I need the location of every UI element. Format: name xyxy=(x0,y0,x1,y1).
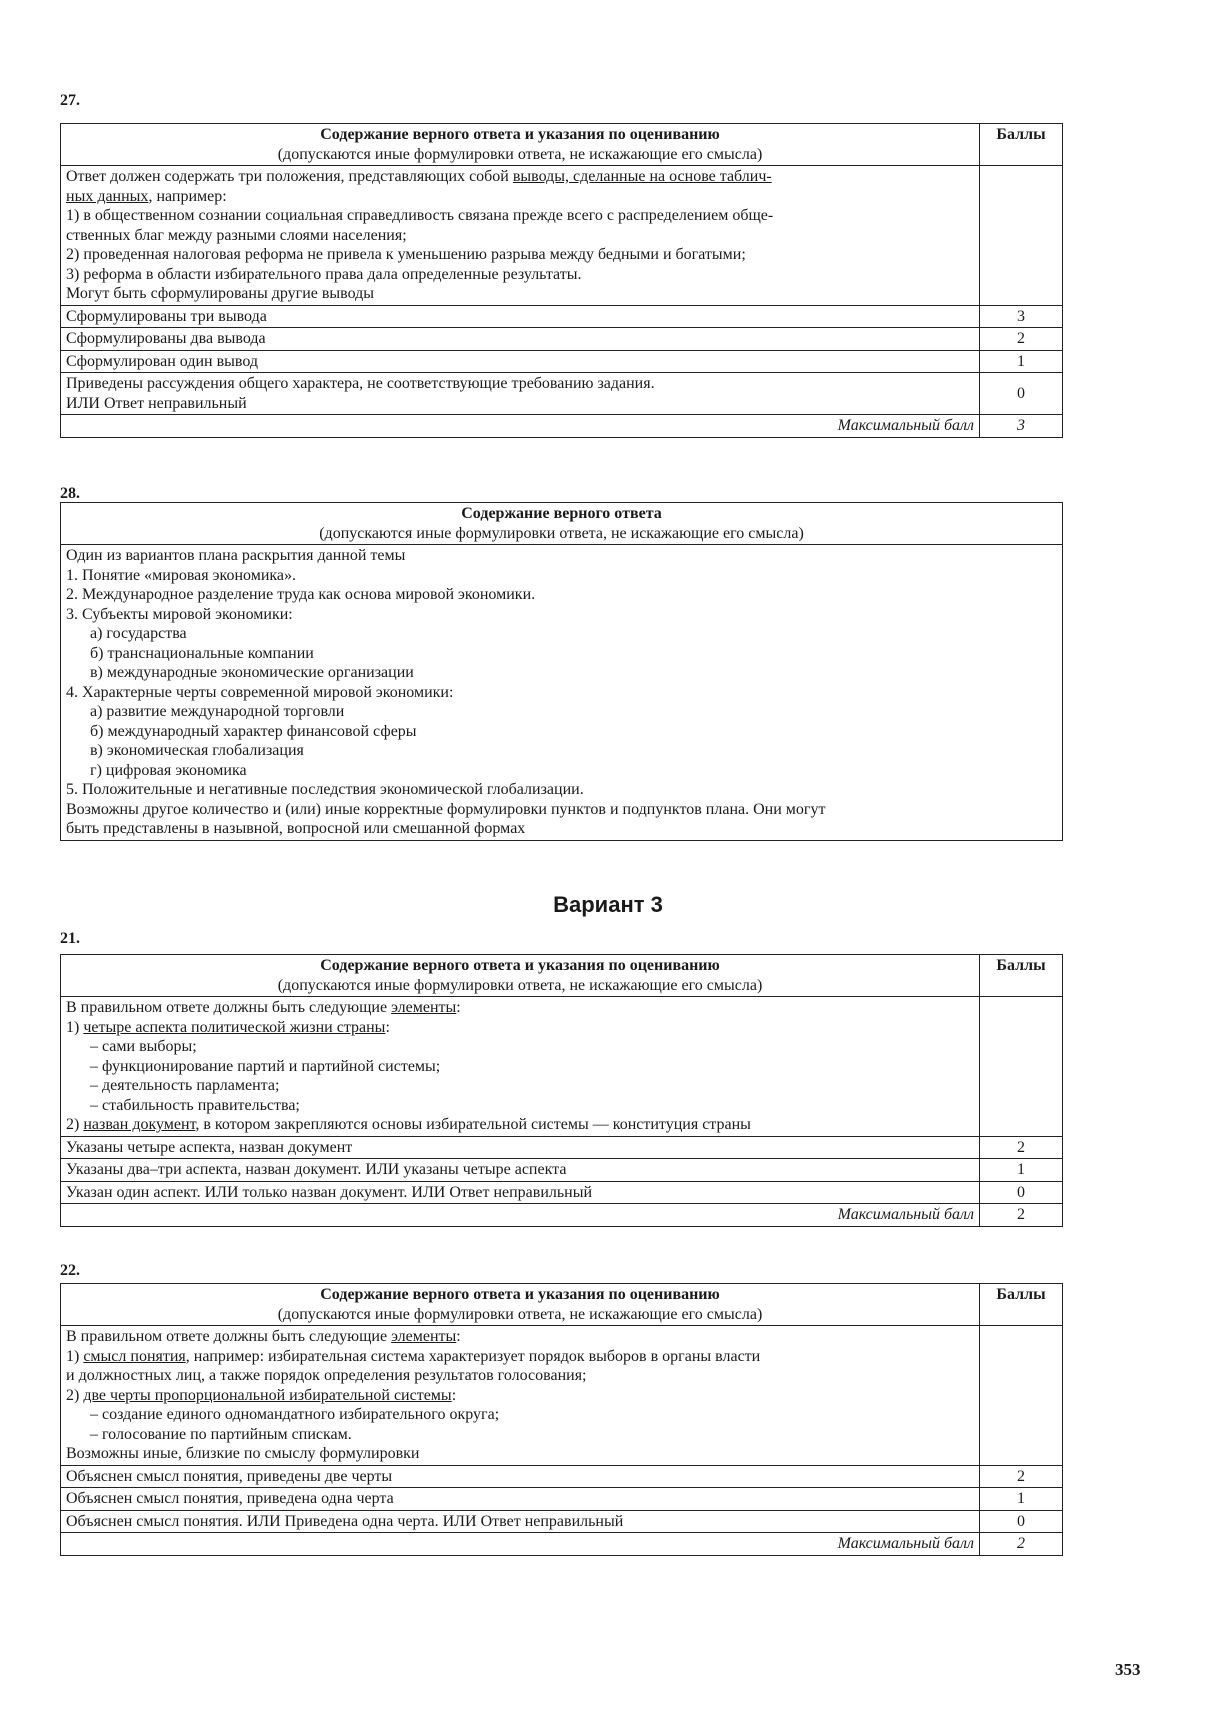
score-value: 2 xyxy=(980,328,1063,351)
header-row xyxy=(61,955,1063,997)
criteria-row xyxy=(61,1136,1063,1159)
max-score-value: 2 xyxy=(980,1533,1063,1556)
text-line: 4. Характерные черты современной мировой экономики: xyxy=(66,683,454,701)
answer-table xyxy=(60,123,1063,438)
criteria-row xyxy=(61,1181,1063,1204)
score-value: 1 xyxy=(980,350,1063,373)
criteria-row xyxy=(61,1465,1063,1488)
answer-content xyxy=(61,1326,980,1466)
score-value: 1 xyxy=(980,1488,1063,1511)
header-title: Содержание верного ответа и указания по оцениванию xyxy=(320,126,720,143)
content-row xyxy=(61,1326,1063,1466)
text-line: в) экономическая глобализация xyxy=(90,742,304,759)
text-line: Объяснен смысл понятия. ИЛИ Приведена одна черта. ИЛИ Ответ неправильный xyxy=(66,1512,624,1530)
max-score-value: 2 xyxy=(980,1204,1063,1227)
text-line: Возможны другое количество и (или) иные корректные формулировки пунктов и подпунктов плана. Они могут xyxy=(66,800,826,818)
text-line: 2) проведенная налоговая реформа не привела к уменьшению разрыва между бедными и богатыми; xyxy=(66,246,746,263)
criteria-text xyxy=(61,305,980,328)
text-line: а) развитие международной торговли xyxy=(90,703,345,720)
text-segment: , например: xyxy=(148,187,227,205)
question-number: 22. xyxy=(60,1262,80,1279)
criteria-row xyxy=(61,305,1063,328)
criteria-text xyxy=(61,1181,980,1204)
text-line: в) международные экономические организации xyxy=(90,664,414,681)
text-line: – сами выборы; xyxy=(90,1038,197,1055)
max-score-label: Максимальный балл xyxy=(61,1204,980,1227)
text-line: Возможны иные, близкие по смыслу формулировки xyxy=(66,1445,420,1462)
header-title: Содержание верного ответа и указания по оцениванию xyxy=(320,957,720,974)
score-empty xyxy=(980,997,1063,1137)
text-line xyxy=(66,167,974,187)
answer-table xyxy=(60,954,1063,1227)
header-subtitle: (допускаются иные формулировки ответа, не искажающие его смысла) xyxy=(277,976,763,994)
text-line: 1. Понятие «мировая экономика». xyxy=(66,566,297,584)
max-score-row xyxy=(61,1533,1063,1556)
score-value: 3 xyxy=(980,305,1063,328)
text-segment: 2) xyxy=(66,1116,84,1133)
question-number: 27. xyxy=(60,92,80,109)
text-line: ственных благ между разными слоями населения; xyxy=(66,226,407,244)
text-line xyxy=(66,187,974,207)
header-subtitle: (допускаются иные формулировки ответа, не искажающие его смысла) xyxy=(277,1305,763,1323)
text-line: 3. Субъекты мировой экономики: xyxy=(66,605,293,623)
max-score-label: Максимальный балл xyxy=(61,415,980,438)
text-line: Сформулированы три вывода xyxy=(66,307,267,325)
text-line xyxy=(66,1386,974,1406)
content-row xyxy=(61,545,1063,841)
criteria-text xyxy=(61,373,980,415)
text-line: Могут быть сформулированы другие выводы xyxy=(66,285,375,302)
max-score-row xyxy=(61,415,1063,438)
criteria-text xyxy=(61,1136,980,1159)
variant-title: Вариант 3 xyxy=(553,892,663,917)
text-line: 5. Положительные и негативные последствия экономической глобализации. xyxy=(66,781,584,798)
text-line: Объяснен смысл понятия, приведены две черты xyxy=(66,1467,393,1485)
text-line: Указаны четыре аспекта, назван документ xyxy=(66,1138,353,1156)
score-value: 0 xyxy=(980,1181,1063,1204)
text-segment: 1) xyxy=(66,1347,84,1365)
text-line: Объяснен смысл понятия, приведена одна черта xyxy=(66,1490,394,1507)
max-score-label: Максимальный балл xyxy=(61,1533,980,1556)
header-cell xyxy=(61,503,1063,545)
text-segment: : xyxy=(451,1386,457,1404)
text-line xyxy=(66,1115,974,1135)
underlined-text: выводы, сделанные на основе таблич- xyxy=(512,168,772,185)
question-number: 21. xyxy=(60,930,80,947)
header-cell xyxy=(61,1284,980,1326)
underlined-text: ных данных xyxy=(66,187,149,205)
criteria-text xyxy=(61,1159,980,1182)
text-line: – деятельность парламента; xyxy=(90,1077,280,1094)
text-line: Указаны два–три аспекта, назван документ. ИЛИ указаны четыре аспекта xyxy=(66,1161,567,1178)
criteria-row xyxy=(61,373,1063,415)
text-line: г) цифровая экономика xyxy=(90,761,247,779)
criteria-text xyxy=(61,328,980,351)
max-score-row xyxy=(61,1204,1063,1227)
score-empty xyxy=(980,1326,1063,1466)
score-empty xyxy=(980,166,1063,306)
answer-table xyxy=(60,502,1063,841)
header-cell xyxy=(61,124,980,166)
text-line: а) государства xyxy=(90,625,187,642)
text-segment: , в котором закрепляются основы избирательной системы — конституция страны xyxy=(195,1116,751,1133)
question-number: 28. xyxy=(60,485,80,502)
score-value: 0 xyxy=(980,373,1063,415)
text-line: Сформулирован один вывод xyxy=(66,352,259,370)
text-line xyxy=(66,998,974,1018)
text-segment: : xyxy=(385,1018,390,1036)
criteria-text xyxy=(61,1510,980,1533)
header-row xyxy=(61,503,1063,545)
criteria-text xyxy=(61,1465,980,1488)
text-segment: 2) xyxy=(66,1386,84,1404)
header-subtitle: (допускаются иные формулировки ответа, не искажающие его смысла) xyxy=(319,524,804,542)
score-value: 0 xyxy=(980,1510,1063,1533)
text-line: 2. Международное разделение труда как основа мировой экономики. xyxy=(66,586,536,603)
underlined-text: назван документ xyxy=(83,1116,196,1133)
text-line: быть представлены в назывной, вопросной или смешанной формах xyxy=(66,820,526,837)
score-header: Баллы xyxy=(980,955,1063,997)
page-number: 353 xyxy=(1115,1660,1141,1679)
text-segment: 1) xyxy=(66,1018,84,1036)
text-line: ИЛИ Ответ неправильный xyxy=(66,394,247,412)
underlined-text: четыре аспекта политической жизни страны xyxy=(83,1018,386,1036)
criteria-row xyxy=(61,328,1063,351)
text-line: б) транснациональные компании xyxy=(90,644,314,662)
criteria-text xyxy=(61,1488,980,1511)
underlined-text: элементы xyxy=(391,999,457,1016)
underlined-text: две черты пропорциональной избирательной системы xyxy=(83,1386,452,1404)
text-line: 3) реформа в области избирательного права дала определенные результаты. xyxy=(66,265,582,283)
text-segment: В правильном ответе должны быть следующие xyxy=(66,999,392,1016)
text-segment: В правильном ответе должны быть следующие xyxy=(66,1328,392,1345)
header-title: Содержание верного ответа xyxy=(461,505,662,522)
text-line: Приведены рассуждения общего характера, не соответствующие требованию задания. xyxy=(66,375,655,392)
text-line: – функционирование партий и партийной системы; xyxy=(90,1057,441,1075)
criteria-row xyxy=(61,1488,1063,1511)
header-row xyxy=(61,124,1063,166)
text-line xyxy=(66,1327,974,1347)
score-header: Баллы xyxy=(980,1284,1063,1326)
score-value: 2 xyxy=(980,1136,1063,1159)
max-score-value: 3 xyxy=(980,415,1063,438)
text-line: – создание единого одномандатного избирательного округа; xyxy=(90,1406,500,1423)
score-value: 1 xyxy=(980,1159,1063,1182)
underlined-text: элементы xyxy=(391,1328,457,1345)
header-cell xyxy=(61,955,980,997)
text-line: Указан один аспект. ИЛИ только назван документ. ИЛИ Ответ неправильный xyxy=(66,1183,593,1201)
underlined-text: смысл понятия xyxy=(83,1347,186,1365)
content-row xyxy=(61,166,1063,306)
answer-table xyxy=(60,1283,1063,1556)
text-line: Один из вариантов плана раскрытия данной темы xyxy=(66,547,406,564)
text-segment: Ответ должен содержать три положения, представляющих собой xyxy=(66,168,513,185)
content-row xyxy=(61,997,1063,1137)
answer-content xyxy=(61,545,1063,841)
answer-content xyxy=(61,166,980,306)
answer-content xyxy=(61,997,980,1137)
text-segment: : xyxy=(456,999,461,1016)
text-line: Сформулированы два вывода xyxy=(66,330,266,347)
score-header: Баллы xyxy=(980,124,1063,166)
text-line xyxy=(66,1018,974,1038)
text-line: – стабильность правительства; xyxy=(90,1096,300,1114)
text-line: 1) в общественном сознании социальная справедливость связана прежде всего с распределением обще- xyxy=(66,207,774,224)
criteria-row xyxy=(61,1510,1063,1533)
text-segment: : xyxy=(456,1328,461,1345)
header-row xyxy=(61,1284,1063,1326)
text-line: и должностных лиц, а также порядок определения результатов голосования; xyxy=(66,1367,587,1384)
text-segment: , например: избирательная система характеризует порядок выборов в органы власти xyxy=(185,1347,761,1365)
text-line xyxy=(66,1347,974,1367)
criteria-row xyxy=(61,1159,1063,1182)
score-value: 2 xyxy=(980,1465,1063,1488)
criteria-row xyxy=(61,350,1063,373)
text-line: б) международный характер финансовой сферы xyxy=(90,722,417,740)
header-subtitle: (допускаются иные формулировки ответа, не искажающие его смысла) xyxy=(277,145,763,163)
header-title: Содержание верного ответа и указания по оцениванию xyxy=(320,1286,720,1303)
text-line: – голосование по партийным спискам. xyxy=(90,1425,352,1443)
criteria-text xyxy=(61,350,980,373)
